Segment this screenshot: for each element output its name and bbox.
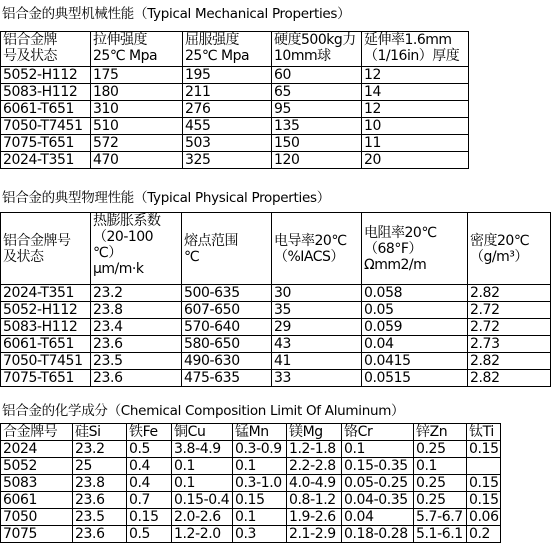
table-cell: 12 [362,67,469,84]
physical-properties-table [0,212,551,387]
table-cell: 310 [91,101,183,118]
table-cell: 10 [362,118,469,135]
table-cell: 65 [272,84,362,101]
table-cell: 2.1-2.9 [287,526,342,543]
table-row [1,152,469,169]
table-cell: 150 [272,135,362,152]
table-header-row [1,424,501,441]
table-cell: 0.25 [414,441,467,458]
table-cell: 0.2 [467,526,501,543]
table-cell: 12 [362,101,469,118]
table-cell: 23.5 [91,353,182,370]
table-cell: 0.0515 [362,370,468,387]
table-cell: 0.5 [127,441,172,458]
header-cell: 铜Cu [172,424,233,441]
table-cell: 6061-T651 [1,336,91,353]
table-cell: 120 [272,152,362,169]
table-cell: 0.059 [362,319,468,336]
table-cell: 2.72 [468,302,551,319]
header-cell: 硬度500kg力 10mm球 [272,32,362,67]
table-cell: 41 [272,353,362,370]
header-cell: 拉伸强度 25℃ Mpa [91,32,183,67]
table-cell: 0.4 [127,458,172,475]
table-cell: 2.72 [468,319,551,336]
header-cell: 熔点范围 ℃ [182,213,272,285]
table-cell: 6061 [1,492,73,509]
table-cell: 0.1 [342,441,414,458]
table-cell: 23.5 [73,509,127,526]
table-cell: 0.05 [362,302,468,319]
table-cell: 5083-H112 [1,84,91,101]
header-cell: 铬Cr [342,424,414,441]
table-row [1,441,501,458]
table-cell: 175 [91,67,183,84]
table-cell: 5.7-6.7 [414,509,467,526]
table-cell: 0.1 [172,458,233,475]
header-cell: 锌Zn [414,424,467,441]
table-row [1,302,551,319]
table-cell: 7050 [1,509,73,526]
table-cell: 2.0-2.6 [172,509,233,526]
table-cell: 23.2 [91,285,182,302]
table-cell: 7075-T651 [1,370,91,387]
table-cell: 23.8 [91,302,182,319]
table-cell: 20 [362,152,469,169]
table-cell: 503 [183,135,272,152]
table-cell: 2.82 [468,285,551,302]
table-cell: 6061-T651 [1,101,91,118]
table-row [1,526,501,543]
table-cell: 23.2 [73,441,127,458]
table-cell: 0.1 [233,509,287,526]
table-cell: 30 [272,285,362,302]
table-cell: 7075-T651 [1,135,91,152]
table-row [1,475,501,492]
table-row [1,353,551,370]
table-header-row [1,213,551,285]
table-row [1,319,551,336]
table-cell: 0.3-1.0 [233,475,287,492]
table-cell: 35 [272,302,362,319]
table-cell: 572 [91,135,183,152]
table-cell: 0.15 [233,492,287,509]
mechanical-properties-table [0,31,469,169]
table-cell: 510 [91,118,183,135]
table-cell: 0.18-0.28 [342,526,414,543]
table-cell: 33 [272,370,362,387]
table-cell: 2.82 [468,370,551,387]
table-cell: 0.1 [172,475,233,492]
table-cell: 0.15-0.35 [342,458,414,475]
table-cell: 180 [91,84,183,101]
header-cell: 合金牌号 [1,424,73,441]
table-cell: 0.0415 [362,353,468,370]
table-cell: 5052-H112 [1,67,91,84]
table-row [1,67,469,84]
table-cell: 607-650 [182,302,272,319]
table-row [1,336,551,353]
table-cell: 0.06 [467,509,501,526]
chemical-composition-title: 铝合金的化学成分（Chemical Composition Limit Of Aluminum） [2,403,405,419]
table-row [1,458,501,475]
table-cell: 570-640 [182,319,272,336]
table-cell: 0.8-1.2 [287,492,342,509]
table-cell: 455 [183,118,272,135]
table-cell: 23.6 [91,336,182,353]
table-cell: 2024-T351 [1,152,91,169]
table-cell: 3.8-4.9 [172,441,233,458]
header-cell: 铝合金牌 号及状态 [1,32,91,67]
header-cell: 镁Mg [287,424,342,441]
table-cell: 0.3-0.9 [233,441,287,458]
table-cell: 325 [183,152,272,169]
header-cell: 锰Mn [233,424,287,441]
chemical-composition-table [0,423,501,543]
table-cell: 1.2-2.0 [172,526,233,543]
physical-properties-title: 铝合金的典型物理性能（Typical Physical Properties） [2,190,330,206]
table-row [1,370,551,387]
table-cell: 5083-H112 [1,319,91,336]
table-cell: 0.5 [127,526,172,543]
table-cell: 2.73 [468,336,551,353]
table-cell: 7050-T7451 [1,118,91,135]
table-cell: 23.6 [91,370,182,387]
header-cell: 硅Si [73,424,127,441]
table-cell: 5052 [1,458,73,475]
table-cell: 135 [272,118,362,135]
table-cell: 195 [183,67,272,84]
table-cell: 475-635 [182,370,272,387]
table-cell: 2.82 [468,353,551,370]
table-cell: 5052-H112 [1,302,91,319]
table-cell: 0.04 [342,509,414,526]
table-cell: 1.9-2.6 [287,509,342,526]
header-cell: 热膨胀系数 （20-100 ℃） μm/m·k [91,213,182,285]
header-cell: 电导率20℃ （%IACS） [272,213,362,285]
table-cell: 5.1-6.1 [414,526,467,543]
table-cell: 43 [272,336,362,353]
table-cell: 11 [362,135,469,152]
header-cell: 钛Ti [467,424,501,441]
table-cell: 0.1 [414,458,467,475]
table-cell: 1.2-1.8 [287,441,342,458]
table-cell: 25 [73,458,127,475]
table-cell: 7075 [1,526,73,543]
table-cell: 60 [272,67,362,84]
table-cell: 23.6 [73,492,127,509]
table-row [1,135,469,152]
table-cell: 0.7 [127,492,172,509]
table-cell: 0.15-0.4 [172,492,233,509]
table-row [1,509,501,526]
table-cell: 0.25 [414,492,467,509]
table-cell: 0.04-0.35 [342,492,414,509]
table-header-row [1,32,469,67]
table-cell: 0.1 [233,458,287,475]
table-cell: 0.04 [362,336,468,353]
table-row [1,101,469,118]
table-cell: 2024 [1,441,73,458]
table-cell: 4.0-4.9 [287,475,342,492]
table-cell: 95 [272,101,362,118]
table-cell: 0.15 [467,441,501,458]
table-row [1,118,469,135]
table-row [1,285,551,302]
table-cell: 0.15 [467,492,501,509]
table-cell: 29 [272,319,362,336]
table-cell: 470 [91,152,183,169]
table-cell: 0.3 [233,526,287,543]
header-cell: 铁Fe [127,424,172,441]
table-cell: 0.4 [127,475,172,492]
table-cell: 23.6 [73,526,127,543]
table-cell: 2024-T351 [1,285,91,302]
header-cell: 电阻率20℃ （68°F） Ωmm2/m [362,213,468,285]
table-cell: 0.25 [414,475,467,492]
table-cell: 7050-T7451 [1,353,91,370]
table-row [1,492,501,509]
mechanical-properties-title: 铝合金的典型机械性能（Typical Mechanical Properties） [2,6,351,22]
table-cell: 23.4 [91,319,182,336]
header-cell: 屈服强度 25℃ Mpa [183,32,272,67]
table-cell: 580-650 [182,336,272,353]
header-cell: 铝合金牌号 及状态 [1,213,91,285]
table-cell: 23.8 [73,475,127,492]
header-cell: 延伸率1.6mm （1/16in）厚度 [362,32,469,67]
header-cell: 密度20℃ （g/m³） [468,213,551,285]
table-cell: 0.058 [362,285,468,302]
table-cell: 2.2-2.8 [287,458,342,475]
table-cell: 276 [183,101,272,118]
table-row [1,84,469,101]
table-cell: 14 [362,84,469,101]
table-cell [467,458,501,475]
table-cell: 211 [183,84,272,101]
table-cell: 0.15 [467,475,501,492]
table-cell: 0.15 [127,509,172,526]
table-cell: 0.05-0.25 [342,475,414,492]
table-cell: 490-630 [182,353,272,370]
table-cell: 500-635 [182,285,272,302]
table-cell: 5083 [1,475,73,492]
